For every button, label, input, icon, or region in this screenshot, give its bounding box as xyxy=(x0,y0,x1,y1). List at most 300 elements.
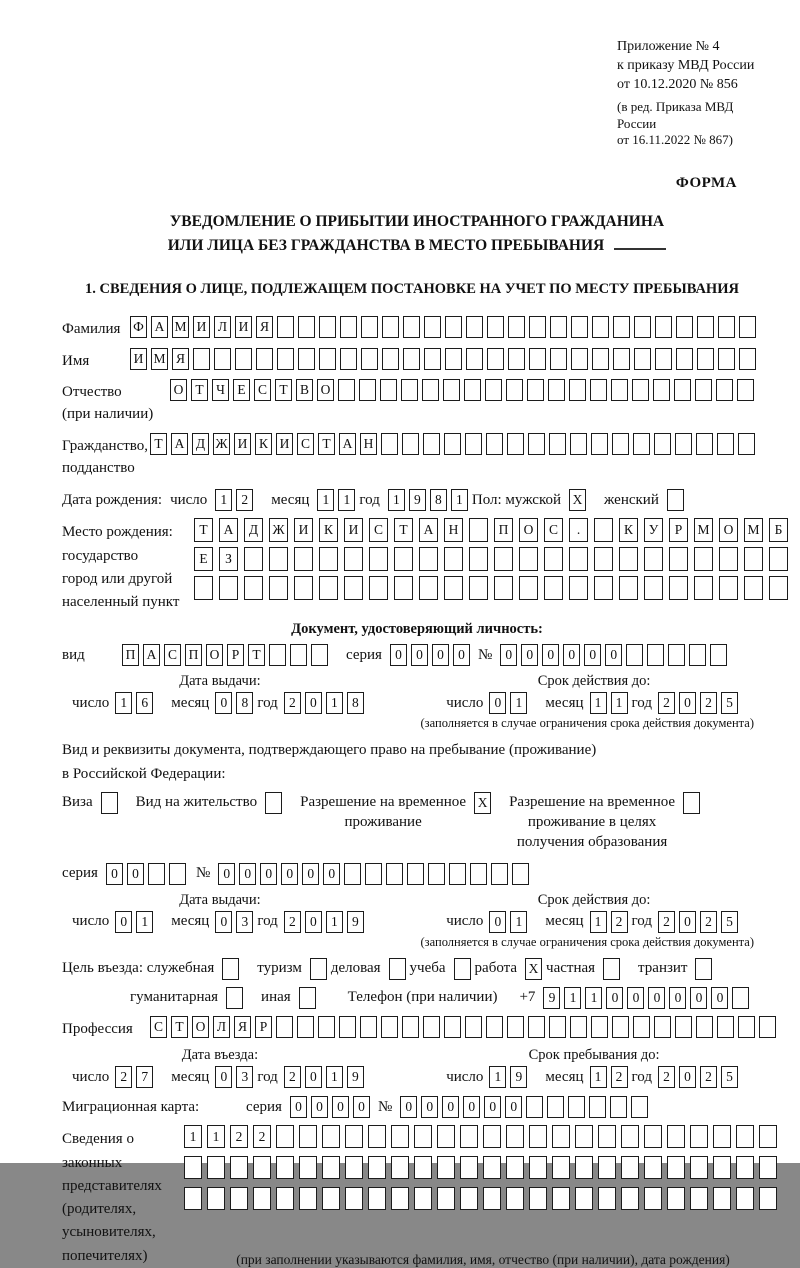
char-box[interactable]: 0 xyxy=(305,692,322,714)
char-box[interactable] xyxy=(694,576,713,600)
char-box[interactable] xyxy=(361,348,378,370)
char-box[interactable]: 1 xyxy=(136,911,153,933)
char-box[interactable]: Я xyxy=(234,1016,251,1038)
char-box[interactable] xyxy=(222,958,239,980)
char-box[interactable] xyxy=(310,958,327,980)
char-box[interactable] xyxy=(443,379,460,401)
char-box[interactable]: 2 xyxy=(700,1066,717,1088)
char-box[interactable] xyxy=(718,316,735,338)
char-box[interactable]: И xyxy=(193,316,210,338)
char-box[interactable] xyxy=(207,1187,225,1210)
char-box[interactable]: 1 xyxy=(611,692,628,714)
char-box[interactable]: 0 xyxy=(218,863,235,885)
char-box[interactable]: 0 xyxy=(260,863,277,885)
char-box[interactable] xyxy=(414,1156,432,1179)
char-box[interactable] xyxy=(437,1125,455,1148)
purpose-business-checkbox[interactable] xyxy=(389,958,410,980)
char-box[interactable] xyxy=(591,433,608,455)
char-box[interactable] xyxy=(732,987,749,1009)
char-box[interactable]: 0 xyxy=(453,644,470,666)
char-box[interactable] xyxy=(381,1016,398,1038)
char-box[interactable]: Т xyxy=(275,379,292,401)
char-box[interactable] xyxy=(713,1187,731,1210)
char-box[interactable] xyxy=(299,987,316,1009)
char-box[interactable] xyxy=(759,1187,777,1210)
char-box[interactable] xyxy=(382,316,399,338)
char-box[interactable]: Р xyxy=(227,644,244,666)
char-box[interactable] xyxy=(591,1016,608,1038)
char-box[interactable] xyxy=(550,316,567,338)
char-box[interactable] xyxy=(594,518,613,542)
char-box[interactable] xyxy=(382,348,399,370)
char-box[interactable] xyxy=(214,348,231,370)
char-box[interactable] xyxy=(694,547,713,571)
char-box[interactable] xyxy=(494,576,513,600)
char-box[interactable]: 7 xyxy=(136,1066,153,1088)
char-box[interactable]: М xyxy=(694,518,713,542)
char-box[interactable]: 0 xyxy=(302,863,319,885)
char-box[interactable]: О xyxy=(206,644,223,666)
char-box[interactable] xyxy=(697,316,714,338)
char-box[interactable] xyxy=(491,863,508,885)
char-box[interactable]: 0 xyxy=(463,1096,480,1118)
char-box[interactable] xyxy=(290,644,307,666)
char-box[interactable] xyxy=(529,1125,547,1148)
char-box[interactable] xyxy=(738,433,755,455)
purpose-humanitarian-checkbox[interactable] xyxy=(226,987,247,1009)
char-box[interactable]: 5 xyxy=(721,1066,738,1088)
char-box[interactable] xyxy=(402,433,419,455)
char-box[interactable] xyxy=(527,379,544,401)
char-box[interactable] xyxy=(613,316,630,338)
char-box[interactable]: Л xyxy=(213,1016,230,1038)
char-box[interactable] xyxy=(361,316,378,338)
char-box[interactable] xyxy=(269,547,288,571)
char-box[interactable] xyxy=(654,433,671,455)
char-box[interactable] xyxy=(695,379,712,401)
char-box[interactable] xyxy=(219,576,238,600)
char-box[interactable] xyxy=(683,792,700,814)
male-checkbox[interactable] xyxy=(569,489,590,511)
char-box[interactable] xyxy=(469,518,488,542)
char-box[interactable] xyxy=(759,1125,777,1148)
char-box[interactable]: М xyxy=(151,348,168,370)
char-box[interactable] xyxy=(710,644,727,666)
char-box[interactable]: О xyxy=(192,1016,209,1038)
char-box[interactable] xyxy=(713,1156,731,1179)
char-box[interactable]: 1 xyxy=(489,1066,506,1088)
char-box[interactable]: В xyxy=(296,379,313,401)
char-box[interactable]: 2 xyxy=(700,692,717,714)
char-box[interactable] xyxy=(654,1016,671,1038)
char-box[interactable]: О xyxy=(317,379,334,401)
char-box[interactable] xyxy=(483,1156,501,1179)
char-box[interactable] xyxy=(598,1125,616,1148)
char-box[interactable]: 1 xyxy=(590,692,607,714)
char-box[interactable] xyxy=(697,348,714,370)
char-box[interactable] xyxy=(184,1156,202,1179)
char-box[interactable] xyxy=(360,1016,377,1038)
char-box[interactable]: К xyxy=(319,518,338,542)
char-box[interactable] xyxy=(506,1125,524,1148)
char-box[interactable] xyxy=(549,1016,566,1038)
char-box[interactable]: Т xyxy=(150,433,167,455)
char-box[interactable] xyxy=(716,379,733,401)
char-box[interactable] xyxy=(526,1096,543,1118)
char-box[interactable]: О xyxy=(719,518,738,542)
char-box[interactable]: 2 xyxy=(611,911,628,933)
purpose-private-checkbox[interactable] xyxy=(603,958,624,980)
char-box[interactable] xyxy=(676,348,693,370)
temp-residence-edu-checkbox[interactable] xyxy=(683,792,704,814)
char-box[interactable] xyxy=(644,576,663,600)
char-box[interactable] xyxy=(345,1156,363,1179)
char-box[interactable]: 0 xyxy=(489,911,506,933)
char-box[interactable]: Т xyxy=(191,379,208,401)
char-box[interactable] xyxy=(612,1016,629,1038)
char-box[interactable]: Я xyxy=(172,348,189,370)
char-box[interactable]: Д xyxy=(192,433,209,455)
char-box[interactable] xyxy=(466,316,483,338)
char-box[interactable]: 1 xyxy=(585,987,602,1009)
char-box[interactable] xyxy=(294,547,313,571)
char-box[interactable]: 2 xyxy=(253,1125,271,1148)
char-box[interactable] xyxy=(148,863,165,885)
char-box[interactable] xyxy=(506,1156,524,1179)
char-box[interactable]: 1 xyxy=(317,489,334,511)
char-box[interactable] xyxy=(529,316,546,338)
char-box[interactable] xyxy=(299,1156,317,1179)
char-box[interactable] xyxy=(322,1187,340,1210)
char-box[interactable] xyxy=(653,379,670,401)
char-box[interactable]: 5 xyxy=(721,692,738,714)
char-box[interactable] xyxy=(276,1125,294,1148)
char-box[interactable]: Ж xyxy=(269,518,288,542)
char-box[interactable] xyxy=(402,1016,419,1038)
char-box[interactable] xyxy=(713,1125,731,1148)
char-box[interactable] xyxy=(369,547,388,571)
char-box[interactable]: И xyxy=(234,433,251,455)
char-box[interactable] xyxy=(444,1016,461,1038)
char-box[interactable]: 1 xyxy=(590,911,607,933)
char-box[interactable] xyxy=(569,547,588,571)
char-box[interactable] xyxy=(465,1016,482,1038)
char-box[interactable]: П xyxy=(122,644,139,666)
char-box[interactable] xyxy=(589,1096,606,1118)
char-box[interactable] xyxy=(340,348,357,370)
char-box[interactable] xyxy=(570,433,587,455)
char-box[interactable]: . xyxy=(569,518,588,542)
char-box[interactable] xyxy=(619,547,638,571)
char-box[interactable]: 0 xyxy=(500,644,517,666)
char-box[interactable]: 0 xyxy=(305,911,322,933)
char-box[interactable]: 2 xyxy=(611,1066,628,1088)
char-box[interactable] xyxy=(738,1016,755,1038)
char-box[interactable]: С xyxy=(164,644,181,666)
char-box[interactable] xyxy=(380,379,397,401)
char-box[interactable]: Ф xyxy=(130,316,147,338)
char-box[interactable] xyxy=(407,863,424,885)
char-box[interactable] xyxy=(675,433,692,455)
char-box[interactable] xyxy=(594,576,613,600)
char-box[interactable]: 1 xyxy=(451,489,468,511)
char-box[interactable] xyxy=(298,348,315,370)
char-box[interactable] xyxy=(739,348,756,370)
char-box[interactable] xyxy=(424,348,441,370)
char-box[interactable] xyxy=(169,863,186,885)
char-box[interactable]: 0 xyxy=(215,692,232,714)
char-box[interactable] xyxy=(470,863,487,885)
char-box[interactable]: И xyxy=(235,316,252,338)
char-box[interactable] xyxy=(391,1125,409,1148)
char-box[interactable]: 0 xyxy=(421,1096,438,1118)
char-box[interactable] xyxy=(506,1187,524,1210)
char-box[interactable] xyxy=(568,1096,585,1118)
char-box[interactable]: П xyxy=(185,644,202,666)
char-box[interactable]: 0 xyxy=(669,987,686,1009)
char-box[interactable]: Т xyxy=(394,518,413,542)
char-box[interactable]: З xyxy=(219,547,238,571)
char-box[interactable]: 2 xyxy=(284,1066,301,1088)
char-box[interactable] xyxy=(626,644,643,666)
char-box[interactable]: С xyxy=(297,433,314,455)
char-box[interactable] xyxy=(632,379,649,401)
char-box[interactable]: 6 xyxy=(136,692,153,714)
char-box[interactable]: Е xyxy=(233,379,250,401)
char-box[interactable] xyxy=(235,348,252,370)
purpose-transit-checkbox[interactable] xyxy=(695,958,716,980)
purpose-study-checkbox[interactable] xyxy=(454,958,475,980)
char-box[interactable] xyxy=(299,1125,317,1148)
char-box[interactable] xyxy=(575,1156,593,1179)
char-box[interactable] xyxy=(655,348,672,370)
char-box[interactable] xyxy=(394,576,413,600)
char-box[interactable] xyxy=(571,348,588,370)
char-box[interactable] xyxy=(184,1187,202,1210)
char-box[interactable]: 3 xyxy=(236,1066,253,1088)
char-box[interactable]: 8 xyxy=(236,692,253,714)
char-box[interactable]: 0 xyxy=(432,644,449,666)
char-box[interactable]: 0 xyxy=(521,644,538,666)
char-box[interactable] xyxy=(544,576,563,600)
char-box[interactable] xyxy=(689,644,706,666)
char-box[interactable] xyxy=(277,348,294,370)
char-box[interactable]: 1 xyxy=(326,1066,343,1088)
char-box[interactable] xyxy=(528,1016,545,1038)
char-box[interactable]: А xyxy=(151,316,168,338)
char-box[interactable] xyxy=(633,1016,650,1038)
char-box[interactable]: 0 xyxy=(542,644,559,666)
char-box[interactable]: 1 xyxy=(184,1125,202,1148)
char-box[interactable]: 2 xyxy=(658,1066,675,1088)
char-box[interactable] xyxy=(594,547,613,571)
char-box[interactable]: Ж xyxy=(213,433,230,455)
char-box[interactable] xyxy=(644,1125,662,1148)
char-box[interactable] xyxy=(207,1156,225,1179)
char-box[interactable]: 0 xyxy=(215,911,232,933)
char-box[interactable] xyxy=(667,1187,685,1210)
char-box[interactable] xyxy=(519,547,538,571)
char-box[interactable] xyxy=(676,316,693,338)
char-box[interactable] xyxy=(667,1156,685,1179)
char-box[interactable]: 9 xyxy=(347,1066,364,1088)
char-box[interactable]: 0 xyxy=(563,644,580,666)
char-box[interactable] xyxy=(736,1187,754,1210)
char-box[interactable]: 0 xyxy=(584,644,601,666)
char-box[interactable] xyxy=(547,1096,564,1118)
char-box[interactable] xyxy=(444,433,461,455)
char-box[interactable] xyxy=(590,379,607,401)
char-box[interactable]: 1 xyxy=(564,987,581,1009)
char-box[interactable]: Д xyxy=(244,518,263,542)
char-box[interactable] xyxy=(299,1187,317,1210)
char-box[interactable]: 8 xyxy=(347,692,364,714)
char-box[interactable] xyxy=(519,576,538,600)
char-box[interactable] xyxy=(719,547,738,571)
char-box[interactable]: С xyxy=(369,518,388,542)
char-box[interactable] xyxy=(345,1187,363,1210)
char-box[interactable] xyxy=(386,863,403,885)
char-box[interactable] xyxy=(464,379,481,401)
char-box[interactable] xyxy=(717,1016,734,1038)
char-box[interactable]: 8 xyxy=(430,489,447,511)
char-box[interactable] xyxy=(696,433,713,455)
char-box[interactable]: 0 xyxy=(290,1096,307,1118)
char-box[interactable]: 0 xyxy=(679,911,696,933)
char-box[interactable] xyxy=(717,433,734,455)
char-box[interactable]: 9 xyxy=(510,1066,527,1088)
char-box[interactable] xyxy=(340,316,357,338)
char-box[interactable] xyxy=(644,1187,662,1210)
char-box[interactable]: 0 xyxy=(106,863,123,885)
char-box[interactable] xyxy=(465,433,482,455)
char-box[interactable]: 1 xyxy=(510,911,527,933)
char-box[interactable] xyxy=(544,547,563,571)
char-box[interactable] xyxy=(369,576,388,600)
char-box[interactable] xyxy=(485,379,502,401)
char-box[interactable]: Н xyxy=(360,433,377,455)
char-box[interactable] xyxy=(613,348,630,370)
char-box[interactable]: 0 xyxy=(311,1096,328,1118)
char-box[interactable] xyxy=(598,1187,616,1210)
char-box[interactable] xyxy=(460,1156,478,1179)
char-box[interactable] xyxy=(619,576,638,600)
char-box[interactable] xyxy=(644,1156,662,1179)
char-box[interactable]: 3 xyxy=(236,911,253,933)
char-box[interactable]: Р xyxy=(255,1016,272,1038)
char-box[interactable]: А xyxy=(171,433,188,455)
char-box[interactable] xyxy=(423,1016,440,1038)
char-box[interactable] xyxy=(744,547,763,571)
char-box[interactable] xyxy=(365,863,382,885)
char-box[interactable] xyxy=(695,958,712,980)
char-box[interactable] xyxy=(634,316,651,338)
char-box[interactable]: 2 xyxy=(700,911,717,933)
char-box[interactable] xyxy=(569,379,586,401)
char-box[interactable]: 5 xyxy=(721,911,738,933)
female-checkbox[interactable] xyxy=(667,489,688,511)
char-box[interactable] xyxy=(736,1125,754,1148)
char-box[interactable] xyxy=(552,1125,570,1148)
char-box[interactable] xyxy=(460,1125,478,1148)
char-box[interactable] xyxy=(669,576,688,600)
char-box[interactable] xyxy=(339,1016,356,1038)
char-box[interactable] xyxy=(667,489,684,511)
char-box[interactable] xyxy=(230,1187,248,1210)
char-box[interactable] xyxy=(611,379,628,401)
char-box[interactable] xyxy=(403,348,420,370)
char-box[interactable] xyxy=(454,958,471,980)
char-box[interactable]: 1 xyxy=(590,1066,607,1088)
char-box[interactable] xyxy=(690,1156,708,1179)
char-box[interactable] xyxy=(592,316,609,338)
char-box[interactable] xyxy=(674,379,691,401)
char-box[interactable] xyxy=(486,1016,503,1038)
char-box[interactable] xyxy=(253,1187,271,1210)
char-box[interactable] xyxy=(696,1016,713,1038)
char-box[interactable]: 0 xyxy=(115,911,132,933)
char-box[interactable] xyxy=(445,348,462,370)
char-box[interactable] xyxy=(449,863,466,885)
char-box[interactable] xyxy=(318,1016,335,1038)
char-box[interactable] xyxy=(319,316,336,338)
char-box[interactable] xyxy=(621,1187,639,1210)
char-box[interactable]: О xyxy=(519,518,538,542)
char-box[interactable] xyxy=(769,547,788,571)
char-box[interactable]: 1 xyxy=(215,489,232,511)
char-box[interactable] xyxy=(414,1187,432,1210)
char-box[interactable] xyxy=(690,1187,708,1210)
char-box[interactable] xyxy=(422,379,439,401)
char-box[interactable] xyxy=(344,576,363,600)
char-box[interactable]: Н xyxy=(444,518,463,542)
char-box[interactable] xyxy=(226,987,243,1009)
char-box[interactable] xyxy=(529,348,546,370)
char-box[interactable]: Л xyxy=(214,316,231,338)
char-box[interactable] xyxy=(486,433,503,455)
char-box[interactable] xyxy=(230,1156,248,1179)
char-box[interactable]: Ч xyxy=(212,379,229,401)
char-box[interactable]: 0 xyxy=(400,1096,417,1118)
char-box[interactable] xyxy=(549,433,566,455)
char-box[interactable] xyxy=(344,547,363,571)
char-box[interactable] xyxy=(631,1096,648,1118)
char-box[interactable]: А xyxy=(219,518,238,542)
char-box[interactable]: 0 xyxy=(489,692,506,714)
char-box[interactable] xyxy=(256,348,273,370)
char-box[interactable] xyxy=(253,1156,271,1179)
char-box[interactable]: П xyxy=(494,518,513,542)
char-box[interactable] xyxy=(444,576,463,600)
char-box[interactable] xyxy=(319,348,336,370)
char-box[interactable] xyxy=(244,576,263,600)
char-box[interactable]: 9 xyxy=(409,489,426,511)
char-box[interactable]: И xyxy=(276,433,293,455)
char-box[interactable]: С xyxy=(544,518,563,542)
char-box[interactable]: X xyxy=(474,792,491,814)
char-box[interactable] xyxy=(101,792,118,814)
char-box[interactable] xyxy=(445,316,462,338)
char-box[interactable] xyxy=(610,1096,627,1118)
char-box[interactable] xyxy=(668,644,685,666)
char-box[interactable] xyxy=(603,958,620,980)
char-box[interactable] xyxy=(575,1187,593,1210)
char-box[interactable]: 2 xyxy=(115,1066,132,1088)
char-box[interactable] xyxy=(575,1125,593,1148)
char-box[interactable]: 0 xyxy=(711,987,728,1009)
char-box[interactable] xyxy=(469,547,488,571)
char-box[interactable] xyxy=(718,348,735,370)
